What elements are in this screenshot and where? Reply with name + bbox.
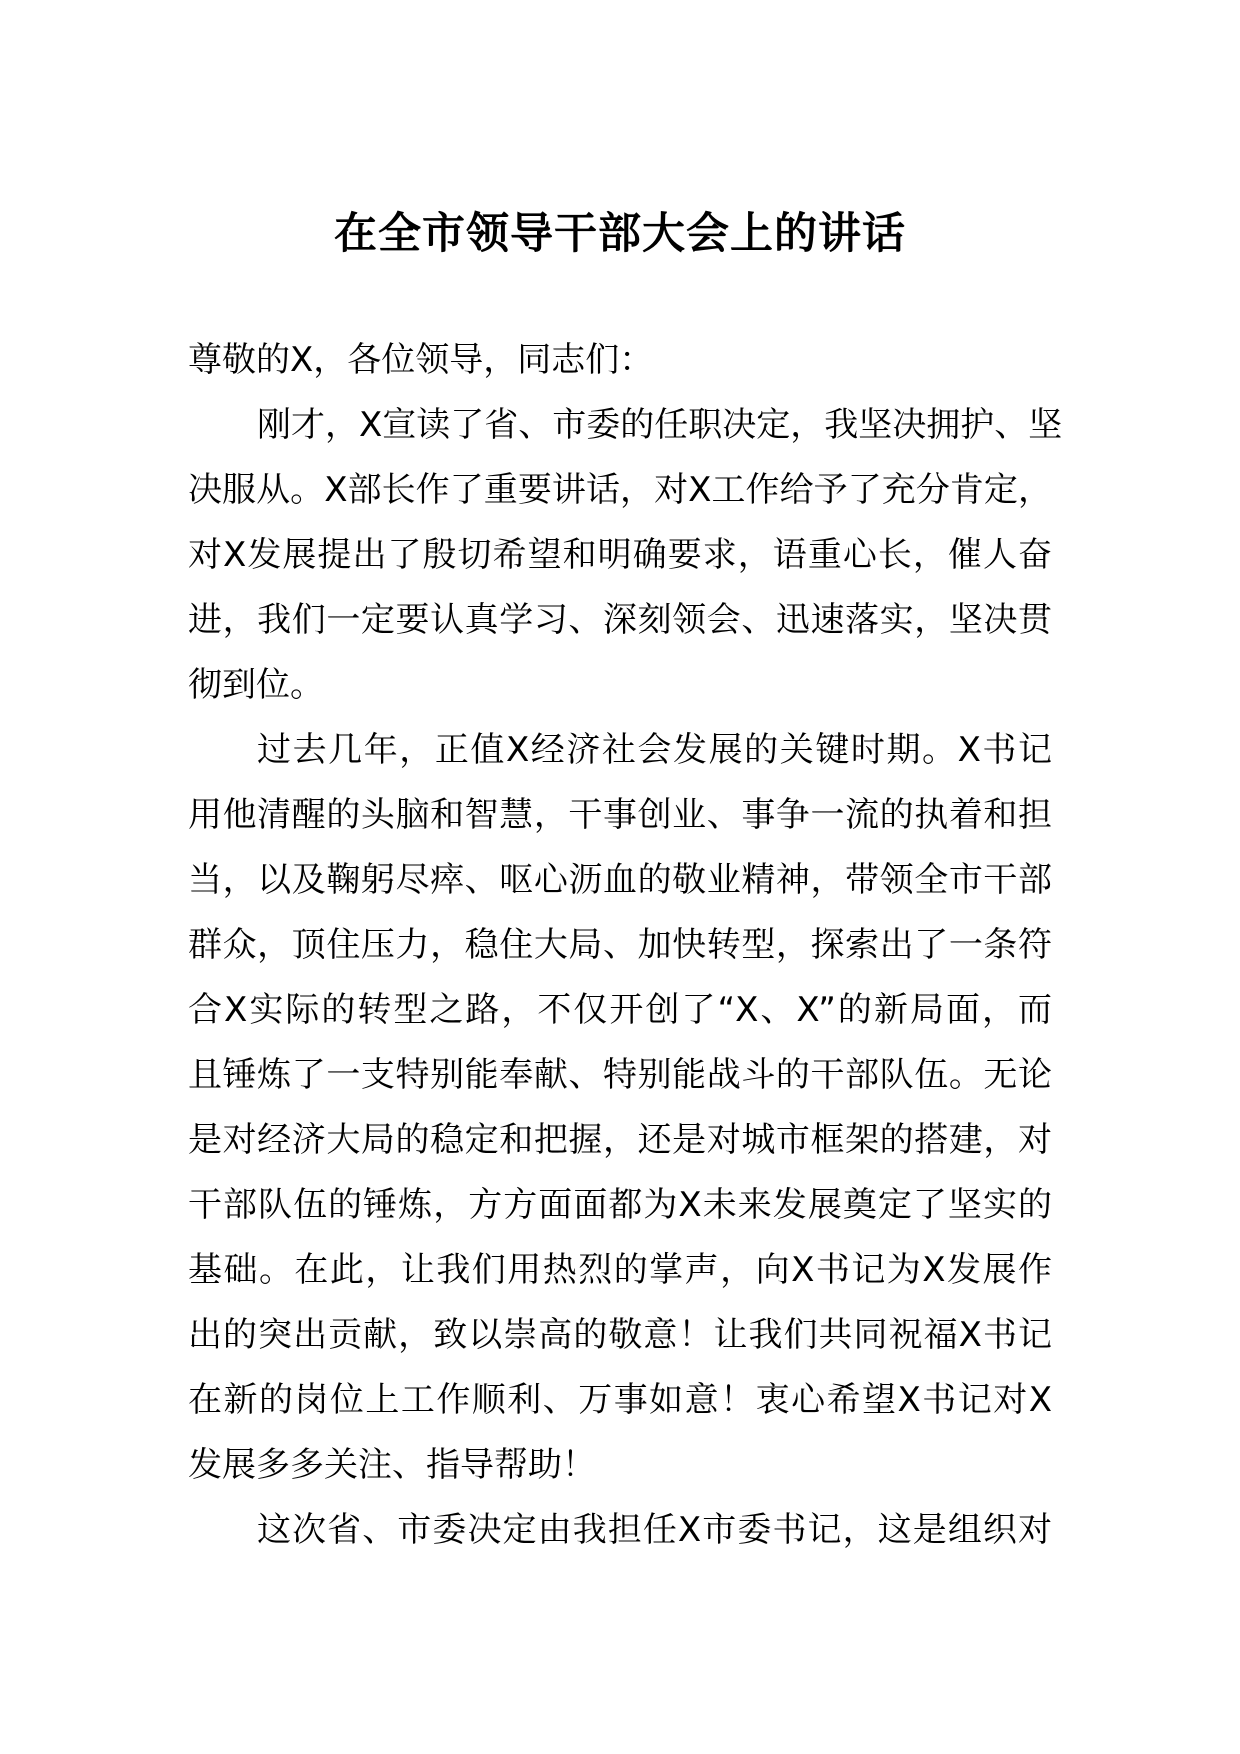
paragraph-line: 这次省、市委决定由我担任X市委书记，这是组织对 [257,1510,1052,1550]
paragraph-line: 决服从。X部长作了重要讲话，对X工作给予了充分肯定， [188,470,1052,510]
paragraph-line: 合X实际的转型之路，不仅开创了“X、X”的新局面，而 [188,990,1052,1030]
paragraph-line: 干部队伍的锤炼，方方面面都为X未来发展奠定了坚实的 [188,1185,1052,1225]
paragraph-line: 是对经济大局的稳定和把握，还是对城市框架的搭建，对 [188,1120,1052,1160]
paragraph-line: 且锤炼了一支特别能奉献、特别能战斗的干部队伍。无论 [188,1055,1052,1095]
paragraph-line: 群众，顶住压力，稳住大局、加快转型，探索出了一条符 [188,925,1052,965]
paragraph-line: 在新的岗位上工作顺利、万事如意！衷心希望X书记对X [188,1380,1052,1420]
paragraph-line: 彻到位。 [188,665,324,705]
paragraph-line: 对X发展提出了殷切希望和明确要求，语重心长，催人奋 [188,535,1052,575]
document-title: 在全市领导干部大会上的讲话 [334,209,906,259]
paragraph-line: 过去几年，正值X经济社会发展的关键时期。X书记 [257,730,1052,770]
paragraph-line: 进，我们一定要认真学习、深刻领会、迅速落实，坚决贯 [188,600,1052,640]
paragraph-line: 用他清醒的头脑和智慧，干事创业、事争一流的执着和担 [188,795,1052,835]
salutation: 尊敬的X，各位领导，同志们： [188,340,654,380]
paragraph-line: 当，以及鞠躬尽瘁、呕心沥血的敬业精神，带领全市干部 [188,860,1052,900]
paragraph-line: 发展多多关注、指导帮助！ [188,1445,596,1485]
paragraph-line: 基础。在此，让我们用热烈的掌声，向X书记为X发展作 [188,1250,1052,1290]
paragraph-line: 刚才，X宣读了省、市委的任职决定，我坚决拥护、坚 [257,405,1063,445]
paragraph-line: 出的突出贡献，致以崇高的敬意！让我们共同祝福X书记 [188,1315,1052,1355]
document-body [188,338,1063,1573]
